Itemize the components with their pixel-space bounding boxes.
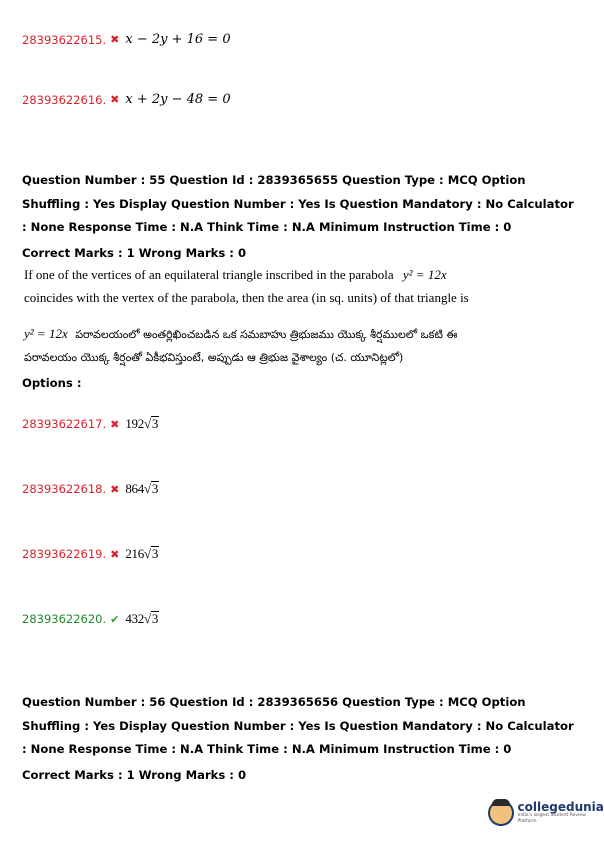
option-row <box>22 416 159 432</box>
logo-name: collegedunia <box>517 800 604 814</box>
option-row <box>22 481 159 497</box>
option-id: 28393622616. <box>22 92 107 107</box>
radicand: 3 <box>151 481 159 496</box>
cross-icon: ✖ <box>110 547 120 561</box>
check-icon: ✔ <box>110 612 120 626</box>
option-row <box>22 611 159 627</box>
question-text-line: coincides with the vertex of the parabola, then the area (in sq. units) of that triangle is <box>24 290 469 305</box>
question-text: If one of the vertices of an equilateral triangle inscribed in the parabola <box>24 267 394 282</box>
option-id: 28393622617. <box>22 417 107 431</box>
option-expression: x + 2y − 48 = 0 <box>125 92 231 107</box>
option-row <box>22 92 231 107</box>
logo-tagline: India's largest Student Review Platform <box>517 813 586 824</box>
option-value: 432√3 <box>125 611 159 626</box>
radicand: 3 <box>151 416 159 431</box>
option-id: 28393622618. <box>22 482 107 496</box>
question-marks: Correct Marks : 1 Wrong Marks : 0 <box>22 768 247 782</box>
cross-icon: ✖ <box>110 482 120 496</box>
telugu-text: పరావలయంలో అంతర్లిఖించబడిన ఒక సమబాహు త్రిభుజము యొక్క శీర్షములలో ఒకటి ఈ <box>75 328 458 341</box>
cross-icon: ✖ <box>110 417 120 431</box>
option-value: 864√3 <box>125 481 159 496</box>
radicand: 3 <box>151 546 159 561</box>
radicand: 3 <box>151 611 159 626</box>
mascot-icon <box>488 800 514 826</box>
question-marks: Correct Marks : 1 Wrong Marks : 0 <box>22 246 247 260</box>
coefficient: 192 <box>125 416 144 431</box>
option-value: 216√3 <box>125 546 159 561</box>
coefficient: 432 <box>125 611 144 626</box>
option-id: 28393622619. <box>22 547 107 561</box>
option-id: 28393622620. <box>22 612 107 626</box>
math-expression: y² = 12x <box>402 267 447 282</box>
telugu-text-line: పరావలయం యొక్క శీర్షంతో ఏకీభవిస్తుంటే, అప్పుడు ఆ త్రిభుజ వైశాల్యం (చ. యూనిట్లలో) <box>24 351 404 364</box>
option-value: 192√3 <box>125 416 159 431</box>
coefficient: 216 <box>125 546 144 561</box>
question-text-line <box>24 267 447 283</box>
cross-icon: ✖ <box>110 33 120 46</box>
question-header: Question Number : 55 Question Id : 2839365655 Question Type : MCQ Option Shuffling : Yes Display Question Number : Yes Is Question Mandatory : No Calculator : None Response Time : N.A Think Time : N.A Minimum Instruction Time : 0 <box>22 173 574 234</box>
option-row <box>22 546 159 562</box>
math-expression: y² = 12x <box>24 326 68 341</box>
collegedunia-logo <box>488 800 604 826</box>
options-label: Options : <box>22 376 82 390</box>
coefficient: 864 <box>125 481 144 496</box>
option-id: 28393622615. <box>22 32 107 47</box>
question-header: Question Number : 56 Question Id : 2839365656 Question Type : MCQ Option Shuffling : Yes Display Question Number : Yes Is Question Mandatory : No Calculator : None Response Time : N.A Think Time : N.A Minimum Instruction Time : 0 <box>22 695 574 756</box>
cross-icon: ✖ <box>110 93 120 106</box>
option-row <box>22 32 231 47</box>
telugu-text-line <box>24 326 457 344</box>
option-expression: x − 2y + 16 = 0 <box>125 32 231 47</box>
